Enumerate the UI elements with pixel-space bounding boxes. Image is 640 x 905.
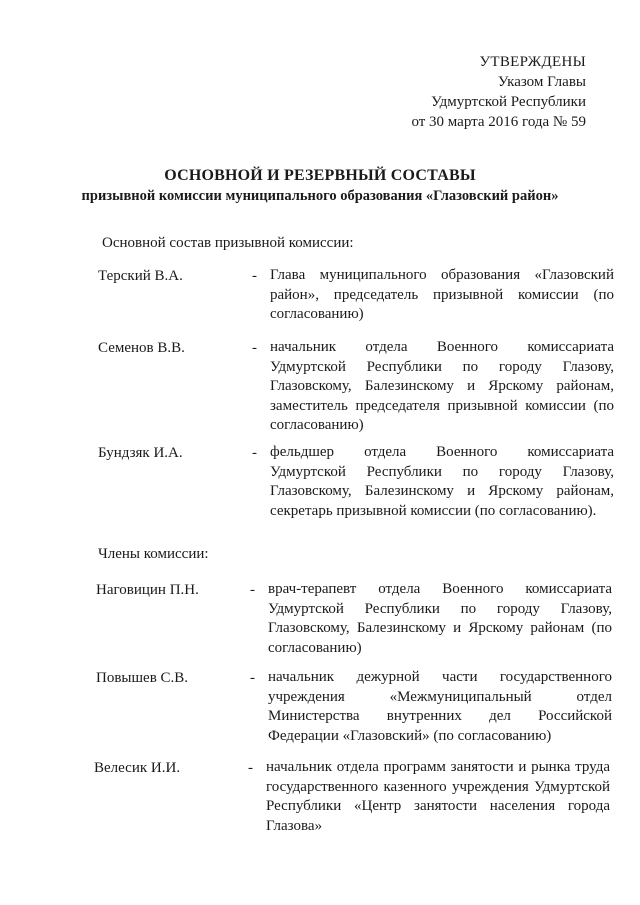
approval-block — [411, 52, 586, 132]
title-main: ОСНОВНОЙ И РЕЗЕРВНЫЙ СОСТАВЫ — [164, 167, 476, 184]
member-description: начальник отдела программ занятости и рынка труда государственного казенного учреждения Удмуртской Республики «Центр занятости населения города Глазова» — [266, 759, 610, 834]
approval-line-1: Указом Главы — [497, 74, 586, 90]
document-title — [0, 166, 640, 206]
member-description: врач-терапевт отдела Военного комиссариата Удмуртской Республики по городу Глазову, Глазовскому, Балезинскому и Ярскому районам (по согласованию) — [268, 581, 612, 656]
member-dash: - — [248, 760, 253, 776]
member-description: фельдшер отдела Военного комиссариата Удмуртской Республики по городу Глазову, Глазовскому, Балезинскому и Ярскому районам, секретарь призывной комиссии (по согласованию). — [270, 444, 614, 519]
member-dash: - — [252, 268, 257, 284]
member-description: Глава муниципального образования «Глазовский район», председатель призывной комиссии (по согласованию) — [270, 267, 614, 322]
members-section-label: Члены комиссии: — [98, 546, 209, 562]
member-name: Терский В.А. — [98, 268, 183, 284]
main-section-label: Основной состав призывной комиссии: — [102, 235, 354, 251]
approval-line-2: Удмуртской Республики — [431, 94, 586, 110]
member-dash: - — [252, 340, 257, 356]
approval-heading: УТВЕРЖДЕНЫ — [479, 54, 586, 70]
member-name: Наговицин П.Н. — [96, 582, 199, 598]
member-description: начальник дежурной части государственного учреждения «Межмуниципальный отдел Министерства внутренних дел Российской Федерации «Глазовский» (по согласованию) — [268, 669, 612, 744]
approval-line-3: от 30 марта 2016 года № 59 — [411, 114, 586, 130]
member-name: Бундзяк И.А. — [98, 445, 183, 461]
member-name: Семенов В.В. — [98, 340, 185, 356]
member-dash: - — [250, 582, 255, 598]
member-dash: - — [252, 445, 257, 461]
member-description: начальник отдела Военного комиссариата Удмуртской Республики по городу Глазову, Глазовскому, Балезинскому и Ярскому районам, заместитель председателя призывной комиссии (по согласованию) — [270, 339, 614, 433]
member-name: Велесик И.И. — [94, 760, 181, 776]
member-name: Повышев С.В. — [96, 670, 189, 686]
title-subtitle: призывной комиссии муниципального образования «Глазовский район» — [81, 188, 559, 204]
member-dash: - — [250, 670, 255, 686]
